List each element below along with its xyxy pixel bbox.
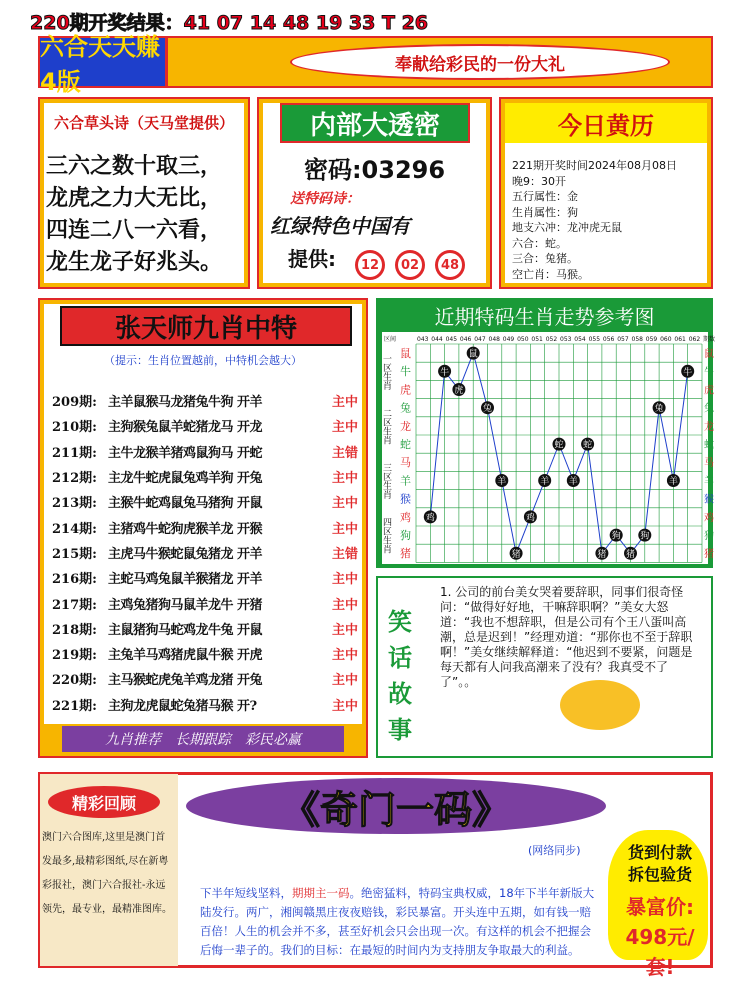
period: 216期: bbox=[52, 572, 97, 588]
review-text: 澳门六合图库,这里是澳门首发最多,最精彩图纸,尽在新粤彩报社，澳门六合报社-永远领先，最专业，最精准图库。 bbox=[42, 832, 172, 915]
zone-label: 一区生肖 bbox=[381, 354, 391, 390]
animal-label-right: 羊 bbox=[704, 476, 714, 488]
number-ball bbox=[435, 250, 465, 280]
result: 主中 bbox=[331, 471, 358, 487]
tm-poem: 红绿特色中国有 bbox=[270, 214, 410, 238]
animal-label: 鸡 bbox=[400, 510, 411, 524]
animal-label: 兔 bbox=[400, 401, 411, 415]
secret-title: 内部大透密 bbox=[280, 103, 470, 143]
animal-label: 马 bbox=[400, 456, 411, 470]
period: 213期: bbox=[52, 496, 97, 512]
poem-line: 龙生龙子好兆头。 bbox=[46, 249, 223, 275]
result: 主错 bbox=[331, 546, 358, 562]
animal-label-right: 兔 bbox=[704, 403, 714, 415]
result: 主中 bbox=[331, 673, 358, 689]
draw-result: 220期开奖结果：41 07 14 48 19 33 T 26 bbox=[30, 12, 429, 34]
result: 主中 bbox=[331, 648, 358, 664]
result: 主中 bbox=[331, 597, 358, 613]
almanac-line: 生肖属性：狗 bbox=[512, 205, 578, 219]
zodiac-list: 主马猴蛇虎兔羊鸡龙猪 开兔 bbox=[108, 673, 263, 689]
period-label: 期数 bbox=[703, 336, 716, 343]
nine-zodiac-title: 张天师九肖中特 bbox=[60, 306, 352, 346]
period: 211期: bbox=[52, 445, 97, 461]
ad-text bbox=[200, 884, 600, 960]
period-tick: 058 bbox=[631, 336, 643, 343]
result: 主中 bbox=[331, 496, 358, 512]
period-tick: 051 bbox=[531, 336, 543, 343]
almanac-line: 五行属性：金 bbox=[512, 190, 578, 203]
trend-svg bbox=[381, 332, 716, 564]
animal-label-right: 猴 bbox=[704, 494, 714, 506]
poem-title: 六合草头诗（天马堂提供） bbox=[53, 114, 234, 132]
trend-point-label: 羊 bbox=[568, 477, 578, 487]
ad-part: 下半年短线坚料， bbox=[200, 886, 292, 900]
period-tick: 045 bbox=[445, 336, 458, 343]
result: 主中 bbox=[331, 420, 358, 436]
period: 219期: bbox=[52, 648, 97, 664]
animal-label: 猪 bbox=[400, 547, 411, 561]
prediction-row bbox=[52, 565, 362, 590]
trend-point-label: 狗 bbox=[640, 531, 650, 542]
brand-title: 六合天天赚4版 bbox=[40, 38, 168, 86]
period: 217期: bbox=[52, 597, 97, 613]
net-sync: (网络同步) bbox=[528, 844, 581, 857]
almanac-line: 三合：兔猪。 bbox=[512, 252, 578, 265]
trend-point-label: 猪 bbox=[626, 549, 636, 560]
price-text bbox=[612, 892, 708, 982]
ad-part: 。绝密猛料，特码宝典权威，18年下半年新版大陆发行。两广，湘闽赣黑庄夜夜赔钱，彩民暴富。开头连中五期，如有钱一赔百倍！人生的机会并不多，甚至好机会只会出现一次。有这样的机会不把握会后悔一辈子的。我们的目标：在最短的时间内为支持朋友争取最大的利益。 bbox=[200, 886, 595, 957]
price-label: 暴富价: bbox=[626, 895, 694, 919]
prediction-row bbox=[52, 514, 362, 539]
almanac-lines bbox=[512, 158, 677, 282]
period: 220期: bbox=[52, 673, 97, 689]
poem-lines bbox=[46, 150, 246, 278]
animal-label: 虎 bbox=[400, 383, 411, 397]
animal-label-right: 蛇 bbox=[704, 440, 714, 451]
result: 主中 bbox=[331, 622, 358, 638]
zodiac-list: 主狗猴兔鼠羊蛇猪龙马 开龙 bbox=[108, 420, 263, 436]
trend-point-label: 猪 bbox=[597, 549, 607, 560]
nine-zodiac-rows bbox=[52, 388, 362, 717]
trend-point-label: 兔 bbox=[483, 404, 493, 415]
cod-line: 货到付款 bbox=[627, 843, 692, 862]
prediction-row bbox=[52, 616, 362, 641]
animal-label: 猴 bbox=[400, 492, 411, 506]
trend-point-label: 兔 bbox=[654, 404, 664, 415]
result: 主中 bbox=[331, 572, 358, 588]
trend-chart bbox=[381, 332, 716, 564]
trend-point-label: 羊 bbox=[668, 477, 678, 487]
number-ball bbox=[395, 250, 425, 280]
period-tick: 062 bbox=[688, 336, 701, 343]
animal-label: 蛇 bbox=[400, 438, 411, 451]
trend-point-label: 蛇 bbox=[554, 440, 564, 451]
period-tick: 057 bbox=[617, 336, 629, 343]
period: 215期: bbox=[52, 546, 97, 562]
zodiac-list: 主猪鸡牛蛇狗虎猴羊龙 开猴 bbox=[108, 521, 263, 537]
result: 主错 bbox=[331, 445, 358, 461]
nine-zodiac-hint: （提示：生肖位置越前，中特机会越大） bbox=[104, 354, 302, 367]
animal-label-right: 牛 bbox=[704, 367, 714, 379]
period: 212期: bbox=[52, 471, 97, 487]
animal-label-right: 马 bbox=[704, 458, 714, 470]
trend-title: 近期特码生肖走势参考图 bbox=[380, 300, 709, 330]
animal-label-right: 狗 bbox=[704, 531, 714, 542]
ball-number: 48 bbox=[438, 253, 462, 277]
period-tick: 046 bbox=[459, 336, 472, 343]
ad-highlight: 期期主一码 bbox=[292, 886, 350, 900]
prediction-row bbox=[52, 666, 362, 691]
prediction-row bbox=[52, 489, 362, 514]
prediction-row bbox=[52, 464, 362, 489]
animal-label-right: 猪 bbox=[704, 549, 714, 561]
period: 214期: bbox=[52, 521, 97, 537]
trend-point-label: 蛇 bbox=[583, 440, 593, 451]
prediction-row bbox=[52, 540, 362, 565]
period-tick: 060 bbox=[660, 336, 672, 343]
zodiac-list: 主鸡兔猪狗马鼠羊龙牛 开猪 bbox=[108, 597, 263, 613]
result: 主中 bbox=[331, 698, 358, 714]
almanac-line: 空亡肖：马猴。 bbox=[512, 267, 589, 281]
period-tick: 055 bbox=[588, 336, 601, 343]
poem-line: 四连二八一六看， bbox=[46, 217, 223, 243]
result: 主中 bbox=[331, 521, 358, 537]
ball-number: 12 bbox=[358, 253, 382, 277]
prediction-row bbox=[52, 590, 362, 615]
trend-point-label: 虎 bbox=[454, 386, 464, 396]
poem-line: 龙虎之力大无比， bbox=[46, 185, 223, 211]
trend-point-label: 鸡 bbox=[425, 513, 435, 524]
price-value: 498元/套! bbox=[625, 925, 695, 979]
cod-line: 拆包验货 bbox=[627, 865, 692, 884]
almanac-line: 六合：蛇。 bbox=[512, 236, 567, 250]
period-tick: 052 bbox=[545, 336, 558, 343]
review-title: 精彩回顾 bbox=[48, 786, 160, 818]
prediction-row bbox=[52, 388, 362, 413]
zodiac-list: 主猴牛蛇鸡鼠兔马猪狗 开鼠 bbox=[108, 496, 263, 512]
secret-code: 密码:03296 bbox=[303, 156, 446, 184]
period-tick: 061 bbox=[674, 336, 686, 343]
ball-number: 02 bbox=[398, 253, 422, 277]
poem-line: 三六之数十取三， bbox=[46, 153, 223, 179]
prediction-row bbox=[52, 692, 362, 717]
period-tick: 044 bbox=[431, 336, 443, 343]
period-tick: 049 bbox=[502, 336, 515, 343]
zodiac-list: 主兔羊马鸡猪虎鼠牛猴 开虎 bbox=[108, 648, 263, 664]
zodiac-list: 主牛龙猴羊猪鸡鼠狗马 开蛇 bbox=[108, 445, 263, 461]
zodiac-list: 主虎马牛猴蛇鼠兔猪龙 开羊 bbox=[108, 546, 263, 562]
prediction-row bbox=[52, 413, 362, 438]
period: 221期: bbox=[52, 698, 97, 714]
almanac-line: 地支六冲：龙冲虎无鼠 bbox=[512, 221, 622, 234]
trend-point-label: 鼠 bbox=[468, 349, 478, 360]
animal-label-right: 虎 bbox=[704, 385, 714, 397]
period-tick: 059 bbox=[645, 336, 658, 343]
animal-label: 龙 bbox=[400, 419, 411, 433]
slogan: 奉献给彩民的一份大礼 bbox=[290, 44, 670, 80]
animal-label-right: 鸡 bbox=[704, 512, 714, 524]
header-label: 区间 bbox=[384, 336, 397, 343]
period-tick: 047 bbox=[474, 336, 486, 343]
tm-label: 送特码诗： bbox=[290, 191, 360, 207]
result: 主中 bbox=[331, 395, 358, 411]
animal-label: 鼠 bbox=[400, 347, 411, 360]
period-tick: 053 bbox=[560, 336, 572, 343]
period-tick: 050 bbox=[517, 336, 529, 343]
zone-label: 三区生肖 bbox=[381, 463, 391, 500]
trend-point-label: 羊 bbox=[540, 477, 550, 487]
qimen-title: 《奇门一码》 bbox=[186, 778, 606, 834]
zodiac-list: 主羊鼠猴马龙猪兔牛狗 开羊 bbox=[108, 395, 263, 411]
animal-label-right: 鼠 bbox=[704, 349, 714, 360]
period: 209期: bbox=[52, 395, 97, 411]
joke-text: 1. 公司的前台美女哭着要辞职，同事们很奇怪问：“做得好好地，干嘛辞职啊？”美女大怒道：“我也不想辞职，但是公司有个王八蛋叫高潮，总是迟到！”经理劝道：“那你也不至于辞职啊！”美女继续解释道：“他迟到不要紧，问题是每天都有人问我高潮来了没有？我真受不了了”。。 bbox=[440, 585, 693, 689]
number-ball bbox=[355, 250, 385, 280]
nine-zodiac-footer: 九肖推荐 长期跟踪 彩民必赢 bbox=[62, 726, 344, 752]
animal-label: 狗 bbox=[400, 529, 411, 542]
zone-label: 四区生肖 bbox=[381, 517, 391, 554]
zodiac-list: 主蛇马鸡兔鼠羊猴猪龙 开羊 bbox=[108, 572, 263, 588]
zodiac-list: 主狗龙虎鼠蛇兔猪马猴 开? bbox=[108, 698, 257, 714]
period-tick: 043 bbox=[417, 336, 429, 343]
cod-text bbox=[612, 842, 708, 886]
trend-point-label: 羊 bbox=[497, 477, 507, 487]
zodiac-list: 主鼠猪狗马蛇鸡龙牛兔 开鼠 bbox=[108, 622, 263, 638]
trend-point-label: 狗 bbox=[611, 531, 621, 542]
trend-point-label: 牛 bbox=[440, 367, 450, 378]
period-tick: 054 bbox=[574, 336, 586, 343]
zone-label: 二区生肖 bbox=[381, 408, 391, 445]
joke-side-title: 笑话故事 bbox=[388, 607, 412, 744]
almanac-title: 今日黄历 bbox=[505, 103, 707, 143]
animal-label: 牛 bbox=[400, 365, 411, 379]
period: 210期: bbox=[52, 420, 97, 436]
animal-label: 羊 bbox=[400, 474, 411, 488]
provide-label: 提供: bbox=[288, 247, 336, 271]
period-tick: 056 bbox=[602, 336, 615, 343]
almanac-line: 221期开奖时间2024年08月08日 bbox=[512, 159, 677, 172]
almanac-line: 晚9：30开 bbox=[512, 174, 566, 188]
trend-point-label: 猪 bbox=[511, 549, 521, 560]
animal-label-right: 龙 bbox=[704, 421, 714, 433]
zodiac-list: 主龙牛蛇虎鼠兔鸡羊狗 开兔 bbox=[108, 471, 263, 487]
prediction-row bbox=[52, 439, 362, 464]
prediction-row bbox=[52, 641, 362, 666]
period: 218期: bbox=[52, 622, 97, 638]
trend-point-label: 牛 bbox=[683, 367, 693, 378]
period-tick: 048 bbox=[488, 336, 500, 343]
trend-point-label: 鸡 bbox=[525, 513, 535, 524]
